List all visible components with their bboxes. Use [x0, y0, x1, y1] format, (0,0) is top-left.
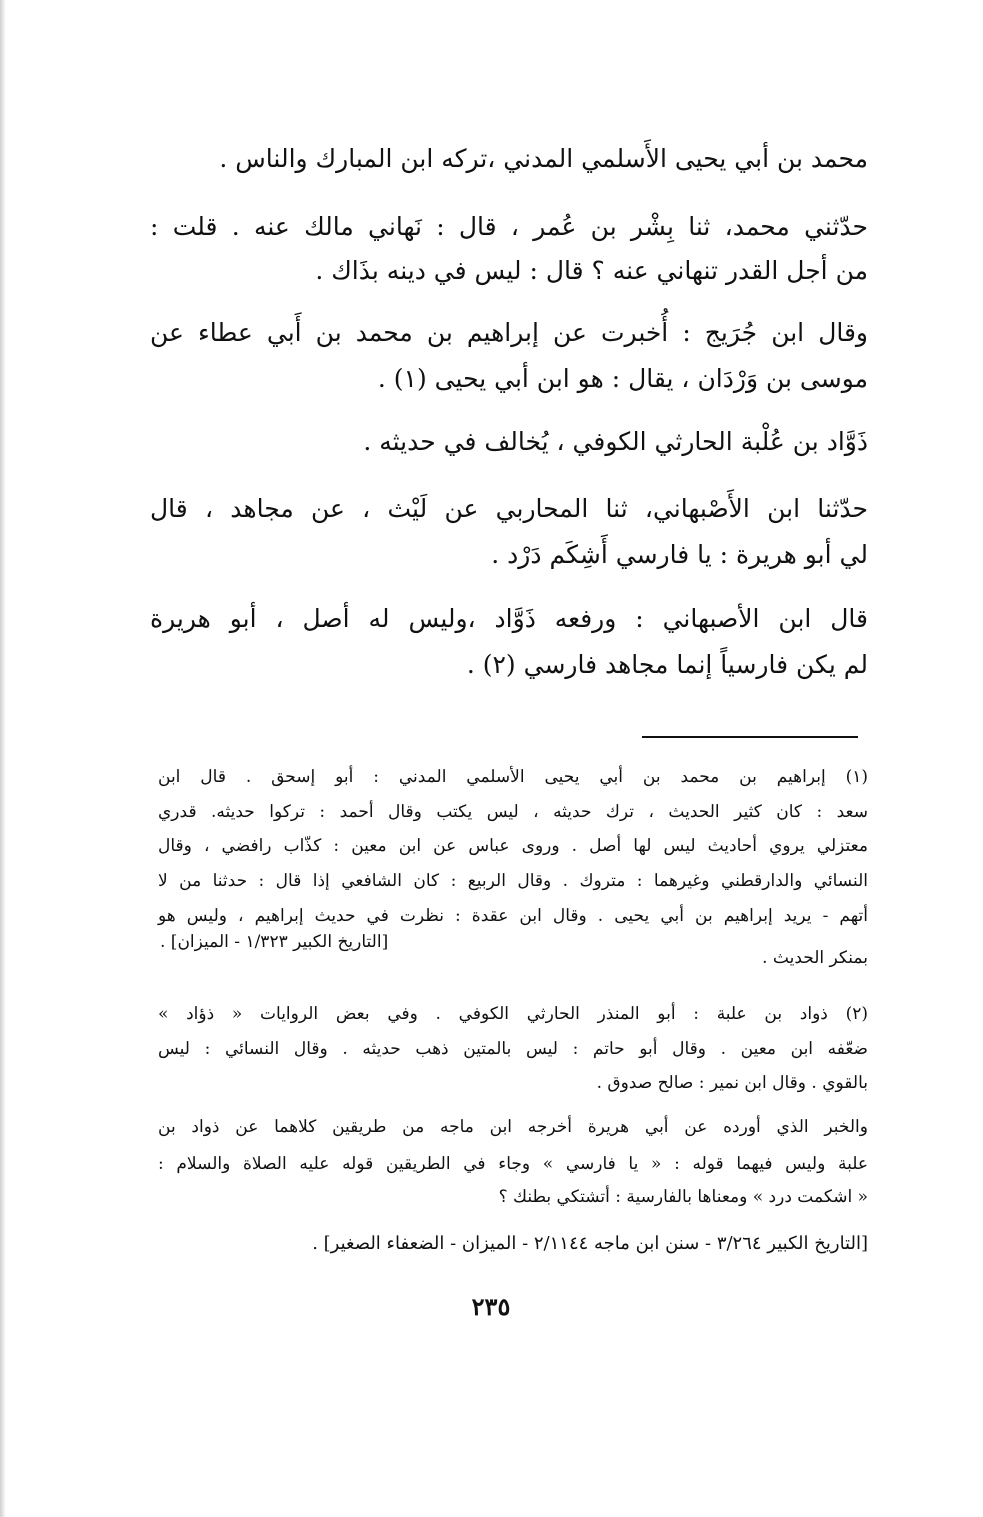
main-line-3: من أجل القدر تنهاني عنه ؟ قال : ليس في دينه بذَاك . — [315, 256, 868, 285]
footnote-3-line-3: « اشكمت درد » ومعناها بالفارسية : أتشتكي بطنك ؟ — [498, 1187, 868, 1207]
main-line-6: ذَوَّاد بن عُلْبة الحارثي الكوفي ، يُخالف في حديثه . — [363, 427, 868, 456]
page-edge-shadow — [0, 0, 6, 1517]
footnote-2-line-2: ضعّفه ابن معين . وقال أبو حاتم : ليس بالمتين ذهب حديثه . وقال النسائي : ليس — [158, 1039, 868, 1059]
footnote-1-line-2: سعد : كان كثير الحديث ، ترك حديثه ، ليس يكتب وقال أحمد : تركوا حديثه. قدري — [158, 802, 868, 822]
main-line-8: لي أبو هريرة : يا فارسي أَشِكَم دَرْد . — [491, 540, 868, 569]
footnote-1-line-4: النسائي والدارقطني وغيرهما : متروك . وقال الربيع : كان الشافعي إذا قال : حدثنا من لا — [158, 871, 868, 891]
footnote-1-line-5: أتهم - يريد إبراهيم بن أبي يحيى . وقال ابن عقدة : نظرت في حديث إبراهيم ، وليس هو — [158, 906, 868, 926]
footnote-3-line-2: علبة وليس فيهما قوله : « يا فارسي » وجاء في الطريقين قوله عليه الصلاة والسلام : — [158, 1154, 868, 1174]
main-line-10: لم يكن فارسياً إنما مجاهد فارسي (٢) . — [466, 650, 868, 679]
footnote-3-line-1: والخبر الذي أورده عن أبي هريرة أخرجه ابن ماجه من طريقين كلاهما عن ذواد بن — [158, 1117, 868, 1137]
footnote-1-line-3: معتزلي يروي أحاديث ليس لها أصل . وروى عباس عن ابن معين : كذّاب رافضي ، وقال — [158, 836, 868, 856]
footnote-separator — [642, 736, 858, 738]
main-line-2: حدّثني محمد، ثنا بِشْر بن عُمر ، قال : نَهاني مالك عنه . قلت : — [150, 212, 868, 241]
footnote-1-line-6: بمنكر الحديث . — [762, 948, 868, 968]
footnote-1-reference: [التاريخ الكبير ١/٣٢٣ - الميزان] . — [160, 932, 389, 952]
main-line-4: وقال ابن جُرَيج : أُخبرت عن إبراهيم بن محمد بن أَبي عطاء عن — [150, 318, 868, 347]
footnote-2-line-1: (٢) ذواد بن علبة : أبو المنذر الحارثي الكوفي . وفي بعض الروايات « ذؤاد » — [158, 1004, 868, 1024]
footnote-3-reference: [التاريخ الكبير ٣/٢٦٤ - سنن ابن ماجه ٢/١١٤٤ - الميزان - الضعفاء الصغير] . — [312, 1233, 868, 1254]
main-line-9: قال ابن الأصبهاني : ورفعه ذَوَّاد ،وليس له أصل ، أبو هريرة — [150, 604, 868, 633]
footnote-1-line-1: (١) إبراهيم بن محمد بن أبي يحيى الأسلمي المدني : أبو إسحق . قال ابن — [158, 767, 868, 787]
footnote-2-line-3: بالقوي . وقال ابن نمير : صالح صدوق . — [596, 1073, 868, 1093]
page-number: ٢٣٥ — [471, 1292, 511, 1321]
main-line-1: محمد بن أبي يحيى الأَسلمي المدني ،تركه ابن المبارك والناس . — [219, 144, 868, 173]
main-line-7: حدّثنا ابن الأَصْبهاني، ثنا المحاربي عن لَيْث ، عن مجاهد ، قال — [150, 494, 868, 523]
main-line-5: موسى بن وَرْدَان ، يقال : هو ابن أبي يحيى (١) . — [377, 364, 868, 393]
